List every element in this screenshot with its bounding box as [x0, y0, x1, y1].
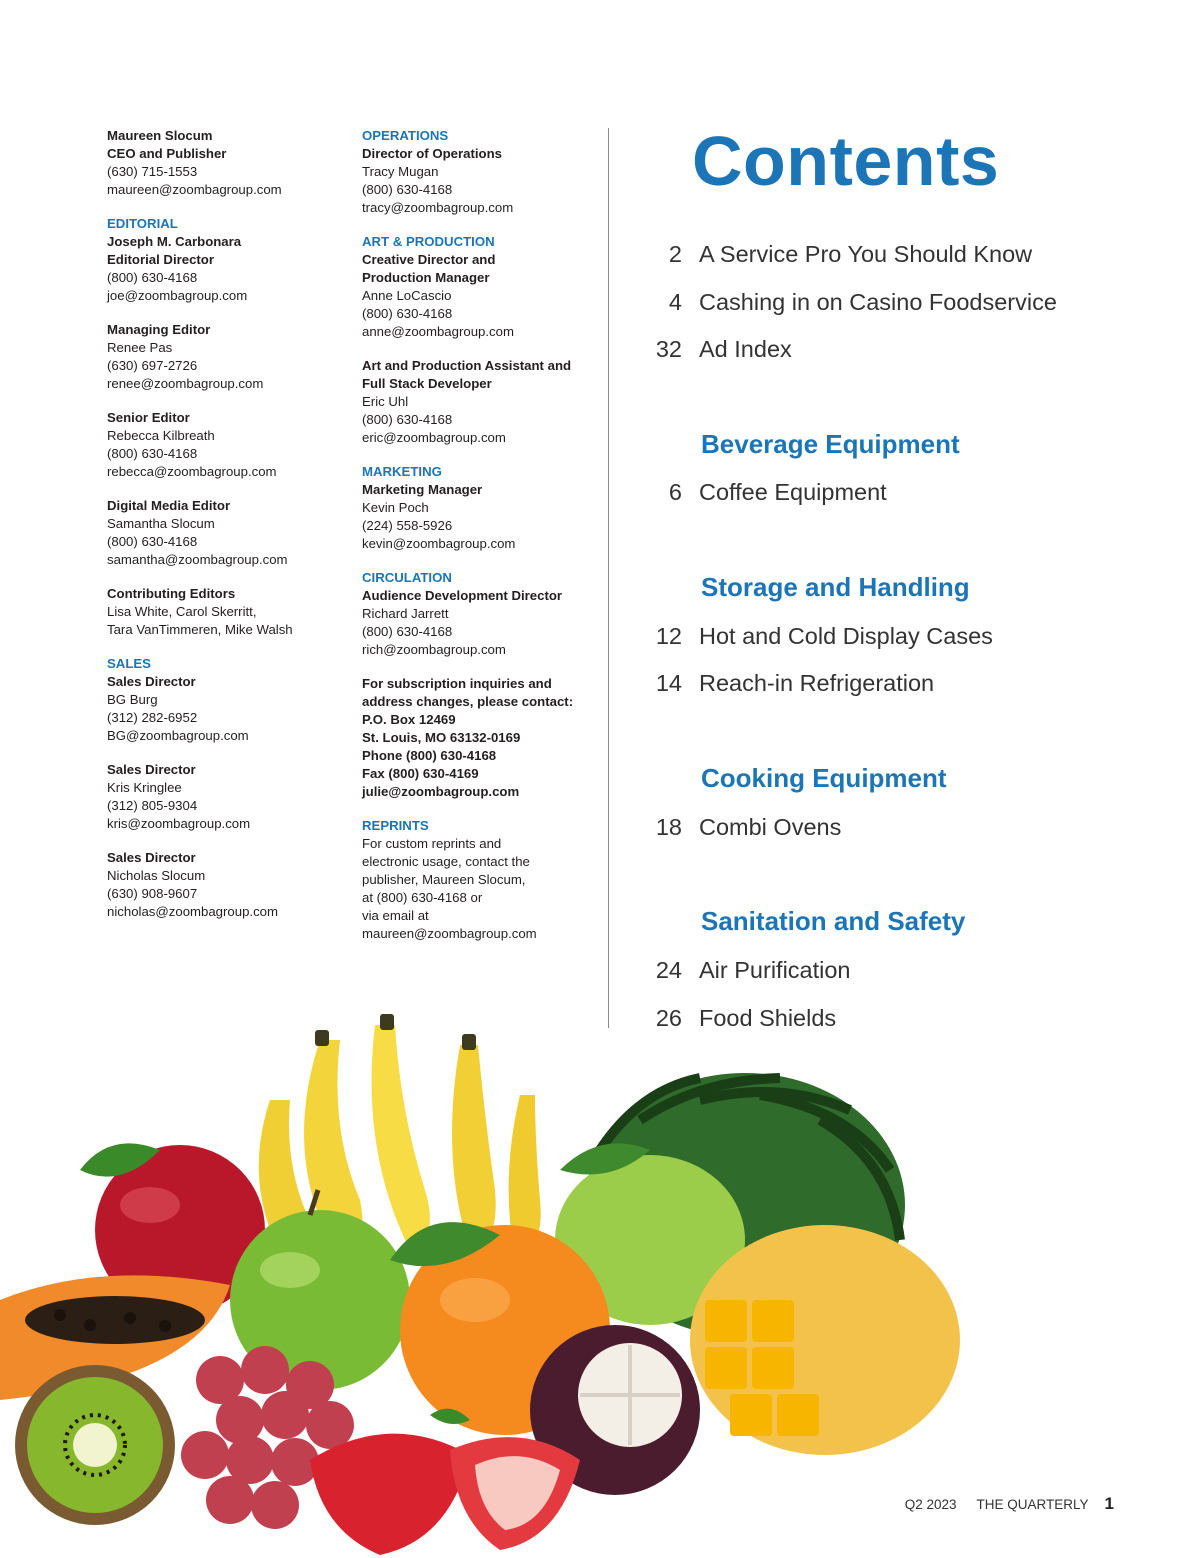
names-line: Tara VanTimmeren, Mike Walsh	[107, 622, 293, 637]
toc-entry-title: Ad Index	[699, 336, 792, 362]
toc-entry-title: Cashing in on Casino Foodservice	[699, 289, 1057, 315]
subscription-block	[362, 675, 597, 801]
toc-page-number: 24	[655, 957, 682, 983]
toc-entry[interactable]	[640, 669, 934, 697]
fruit-illustration	[0, 1000, 1000, 1558]
toc-entry[interactable]	[640, 288, 1057, 316]
toc-entry[interactable]	[640, 478, 887, 506]
phone: (800) 630-4168	[362, 412, 453, 427]
phone: (800) 630-4168	[362, 624, 453, 639]
toc-page-number: 12	[655, 623, 682, 649]
person-title: Digital Media Editor	[107, 498, 231, 513]
contents-title: Contents	[692, 122, 1000, 200]
subscription-line: For subscription inquiries and	[362, 676, 552, 691]
person-title: Audience Development Director	[362, 588, 563, 603]
person-title: Production Manager	[362, 270, 490, 285]
toc-entry[interactable]	[640, 335, 792, 363]
email: anne@zoombagroup.com	[362, 324, 514, 339]
toc-section-heading: Cooking Equipment	[701, 763, 947, 793]
reprints-line: electronic usage, contact the	[362, 854, 530, 869]
toc-page-number: 4	[668, 289, 682, 315]
person-name: Nicholas Slocum	[107, 868, 206, 883]
toc-entry-title: Air Purification	[699, 957, 851, 983]
toc-page-number: 2	[668, 241, 682, 267]
toc-page-number: 32	[655, 336, 682, 362]
magazine-name: THE QUARTERLY	[976, 1497, 1089, 1512]
sales-director-block	[107, 761, 332, 833]
kiwi	[15, 1365, 175, 1525]
subscription-line: Phone (800) 630-4168	[362, 748, 497, 763]
toc-page-number: 6	[668, 479, 682, 505]
reprints-line: publisher, Maureen Slocum,	[362, 872, 526, 887]
phone: (800) 630-4168	[107, 534, 198, 549]
toc-entry-title: Food Shields	[699, 1005, 837, 1031]
email: joe@zoombagroup.com	[107, 288, 248, 303]
email: BG@zoombagroup.com	[107, 728, 249, 743]
sales-director-block	[107, 655, 332, 745]
subscription-line: P.O. Box 12469	[362, 712, 456, 727]
email: rich@zoombagroup.com	[362, 642, 506, 657]
toc-entry-title: A Service Pro You Should Know	[699, 241, 1033, 267]
email: nicholas@zoombagroup.com	[107, 904, 278, 919]
reprints-line: For custom reprints and	[362, 836, 502, 851]
toc-section-heading: Beverage Equipment	[701, 429, 960, 459]
person-title: Director of Operations	[362, 146, 502, 161]
toc-entry[interactable]	[640, 622, 993, 650]
art-assistant-block	[362, 357, 597, 447]
publisher-block	[107, 127, 332, 199]
section-heading-marketing: MARKETING	[362, 464, 442, 479]
person-title: Full Stack Developer	[362, 376, 492, 391]
person-name: Joseph M. Carbonara	[107, 234, 242, 249]
reprints-line: via email at	[362, 908, 429, 923]
names-line: Lisa White, Carol Skerritt,	[107, 604, 257, 619]
phone: (312) 805-9304	[107, 798, 198, 813]
subscription-line: julie@zoombagroup.com	[362, 784, 520, 799]
person-title: Editorial Director	[107, 252, 214, 267]
toc-entry-title: Reach-in Refrigeration	[699, 670, 935, 696]
page-footer	[905, 1494, 1114, 1514]
subscription-line: St. Louis, MO 63132-0169	[362, 730, 521, 745]
phone: (800) 630-4168	[362, 182, 453, 197]
person-title: Sales Director	[107, 674, 196, 689]
email: rebecca@zoombagroup.com	[107, 464, 277, 479]
toc-section-heading: Sanitation and Safety	[701, 906, 966, 936]
person-name: Richard Jarrett	[362, 606, 449, 621]
email: samantha@zoombagroup.com	[107, 552, 288, 567]
section-heading-sales: SALES	[107, 656, 151, 671]
section-heading-circulation: CIRCULATION	[362, 570, 452, 585]
phone: (630) 908-9607	[107, 886, 198, 901]
reprints-line: at (800) 630-4168 or	[362, 890, 483, 905]
person-name: Kevin Poch	[362, 500, 429, 515]
marketing-block	[362, 463, 597, 553]
person-name: Anne LoCascio	[362, 288, 452, 303]
person-title: CEO and Publisher	[107, 146, 227, 161]
column-divider	[608, 128, 609, 1028]
toc-entry-title: Hot and Cold Display Cases	[699, 623, 993, 649]
section-heading-operations: OPERATIONS	[362, 128, 449, 143]
managing-editor-block	[107, 321, 332, 393]
email: kevin@zoombagroup.com	[362, 536, 516, 551]
person-name: Maureen Slocum	[107, 128, 213, 143]
person-name: Rebecca Kilbreath	[107, 428, 215, 443]
person-title: Creative Director and	[362, 252, 496, 267]
creative-director-block	[362, 233, 597, 341]
toc-entry[interactable]	[640, 240, 1032, 268]
toc-page-number: 14	[655, 670, 682, 696]
mango	[690, 1225, 960, 1455]
page-number: 1	[1104, 1494, 1114, 1513]
phone: (800) 630-4168	[362, 306, 453, 321]
editorial-director-block	[107, 215, 332, 305]
toc-page-number: 26	[655, 1005, 682, 1031]
person-title: Sales Director	[107, 762, 196, 777]
person-name: Eric Uhl	[362, 394, 409, 409]
person-title: Senior Editor	[107, 410, 190, 425]
contributing-editors-block	[107, 585, 332, 639]
issue-label: Q2 2023	[904, 1497, 957, 1512]
phone: (312) 282-6952	[107, 710, 198, 725]
toc-entry[interactable]	[640, 813, 841, 841]
toc-page-number: 18	[655, 814, 682, 840]
operations-block	[362, 127, 597, 217]
person-title: Sales Director	[107, 850, 196, 865]
person-name: Kris Kringlee	[107, 780, 182, 795]
phone: (630) 697-2726	[107, 358, 198, 373]
circulation-block	[362, 569, 597, 659]
person-title: Managing Editor	[107, 322, 211, 337]
subscription-line: address changes, please contact:	[362, 694, 574, 709]
email: eric@zoombagroup.com	[362, 430, 506, 445]
toc-section-heading: Storage and Handling	[701, 572, 970, 602]
email: tracy@zoombagroup.com	[362, 200, 514, 215]
reprints-block	[362, 817, 597, 943]
person-title: Marketing Manager	[362, 482, 483, 497]
section-heading-reprints: REPRINTS	[362, 818, 429, 833]
person-title: Art and Production Assistant and	[362, 358, 572, 373]
toc-entry-title: Combi Ovens	[699, 814, 842, 840]
subscription-line: Fax (800) 630-4169	[362, 766, 479, 781]
toc-entry-title: Coffee Equipment	[699, 479, 887, 505]
digital-media-editor-block	[107, 497, 332, 569]
phone: (630) 715-1553	[107, 164, 198, 179]
person-title: Contributing Editors	[107, 586, 236, 601]
phone: (800) 630-4168	[107, 270, 198, 285]
person-name: Samantha Slocum	[107, 516, 215, 531]
sales-director-block	[107, 849, 332, 921]
phone: (800) 630-4168	[107, 446, 198, 461]
person-name: Tracy Mugan	[362, 164, 439, 179]
senior-editor-block	[107, 409, 332, 481]
person-name: Renee Pas	[107, 340, 173, 355]
email: renee@zoombagroup.com	[107, 376, 264, 391]
masthead-right-column	[362, 127, 597, 959]
reprints-line: maureen@zoombagroup.com	[362, 926, 537, 941]
section-heading-art-production: ART & PRODUCTION	[362, 234, 495, 249]
phone: (224) 558-5926	[362, 518, 453, 533]
email: maureen@zoombagroup.com	[107, 182, 282, 197]
person-name: BG Burg	[107, 692, 158, 707]
email: kris@zoombagroup.com	[107, 816, 251, 831]
toc-entry[interactable]	[640, 956, 851, 984]
section-heading-editorial: EDITORIAL	[107, 216, 178, 231]
masthead-left-column	[107, 127, 332, 937]
